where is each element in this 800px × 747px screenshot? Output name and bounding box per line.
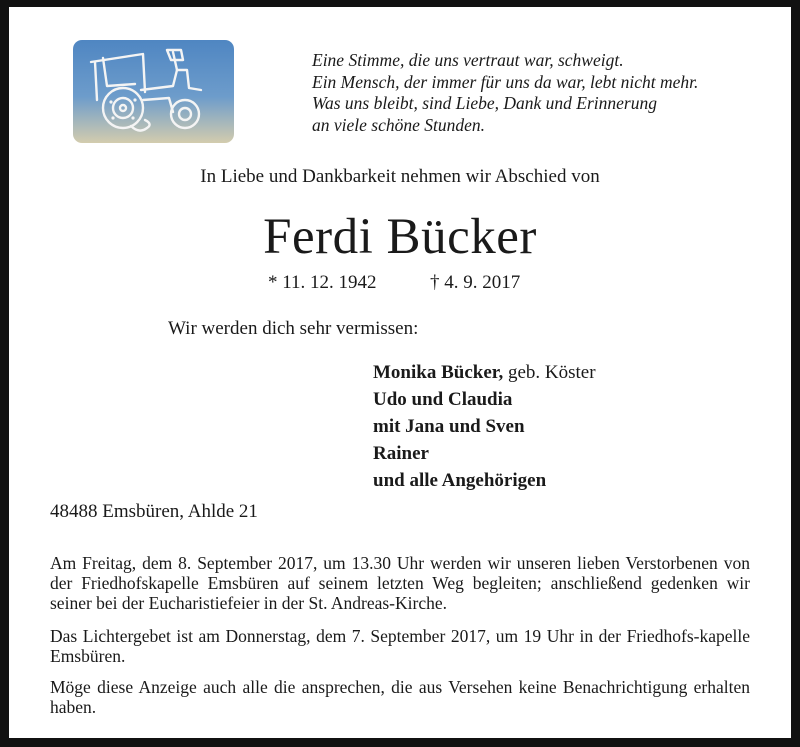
miss-line: Wir werden dich sehr vermissen: [168, 318, 419, 339]
prayer-info-paragraph: Das Lichtergebet ist am Donnerstag, dem 7. September 2017, um 19 Uhr in der Friedhofs-kapelle Emsbüren. [50, 626, 750, 666]
poem-line: an viele schöne Stunden. [312, 114, 486, 135]
memorial-poem [312, 50, 698, 136]
mourner-entry: mit Jana und Sven [373, 416, 525, 437]
poem-line: Was uns bleibt, sind Liebe, Dank und Erinnerung [312, 93, 657, 113]
mourner-name: Monika Bücker, [373, 362, 504, 383]
deceased-name: Ferdi Bücker [263, 209, 537, 265]
notice-paragraph: Möge diese Anzeige auch alle die ansprechen, die aus Versehen keine Benachrichtigung erhalten haben. [50, 677, 750, 717]
death-date: † 4. 9. 2017 [430, 272, 521, 293]
poem-line: Eine Stimme, die uns vertraut war, schweigt. [312, 50, 624, 70]
mourner-entry: Rainer [373, 443, 429, 464]
family-address: 48488 Emsbüren, Ahlde 21 [50, 501, 258, 522]
mourners-list [373, 359, 596, 494]
farewell-intro: In Liebe und Dankbarkeit nehmen wir Abschied von [200, 166, 600, 187]
maiden-name: geb. Köster [503, 362, 596, 383]
mourner-entry [373, 359, 596, 386]
tractor-image [73, 40, 234, 143]
poem-line: Ein Mensch, der immer für uns da war, lebt nicht mehr. [312, 71, 699, 92]
funeral-info-paragraph: Am Freitag, dem 8. September 2017, um 13.30 Uhr werden wir unseren lieben Verstorbenen von der Friedhofskapelle Emsbüren auf seinem letzten Weg begleiten; anschließend gedenken wir seiner bei der Eucharistiefeier in der St. Andreas-Kirche. [50, 553, 750, 613]
mourner-entry: Udo und Claudia [373, 389, 513, 410]
birth-date: * 11. 12. 1942 [268, 272, 377, 293]
mourner-entry: und alle Angehörigen [373, 470, 547, 491]
